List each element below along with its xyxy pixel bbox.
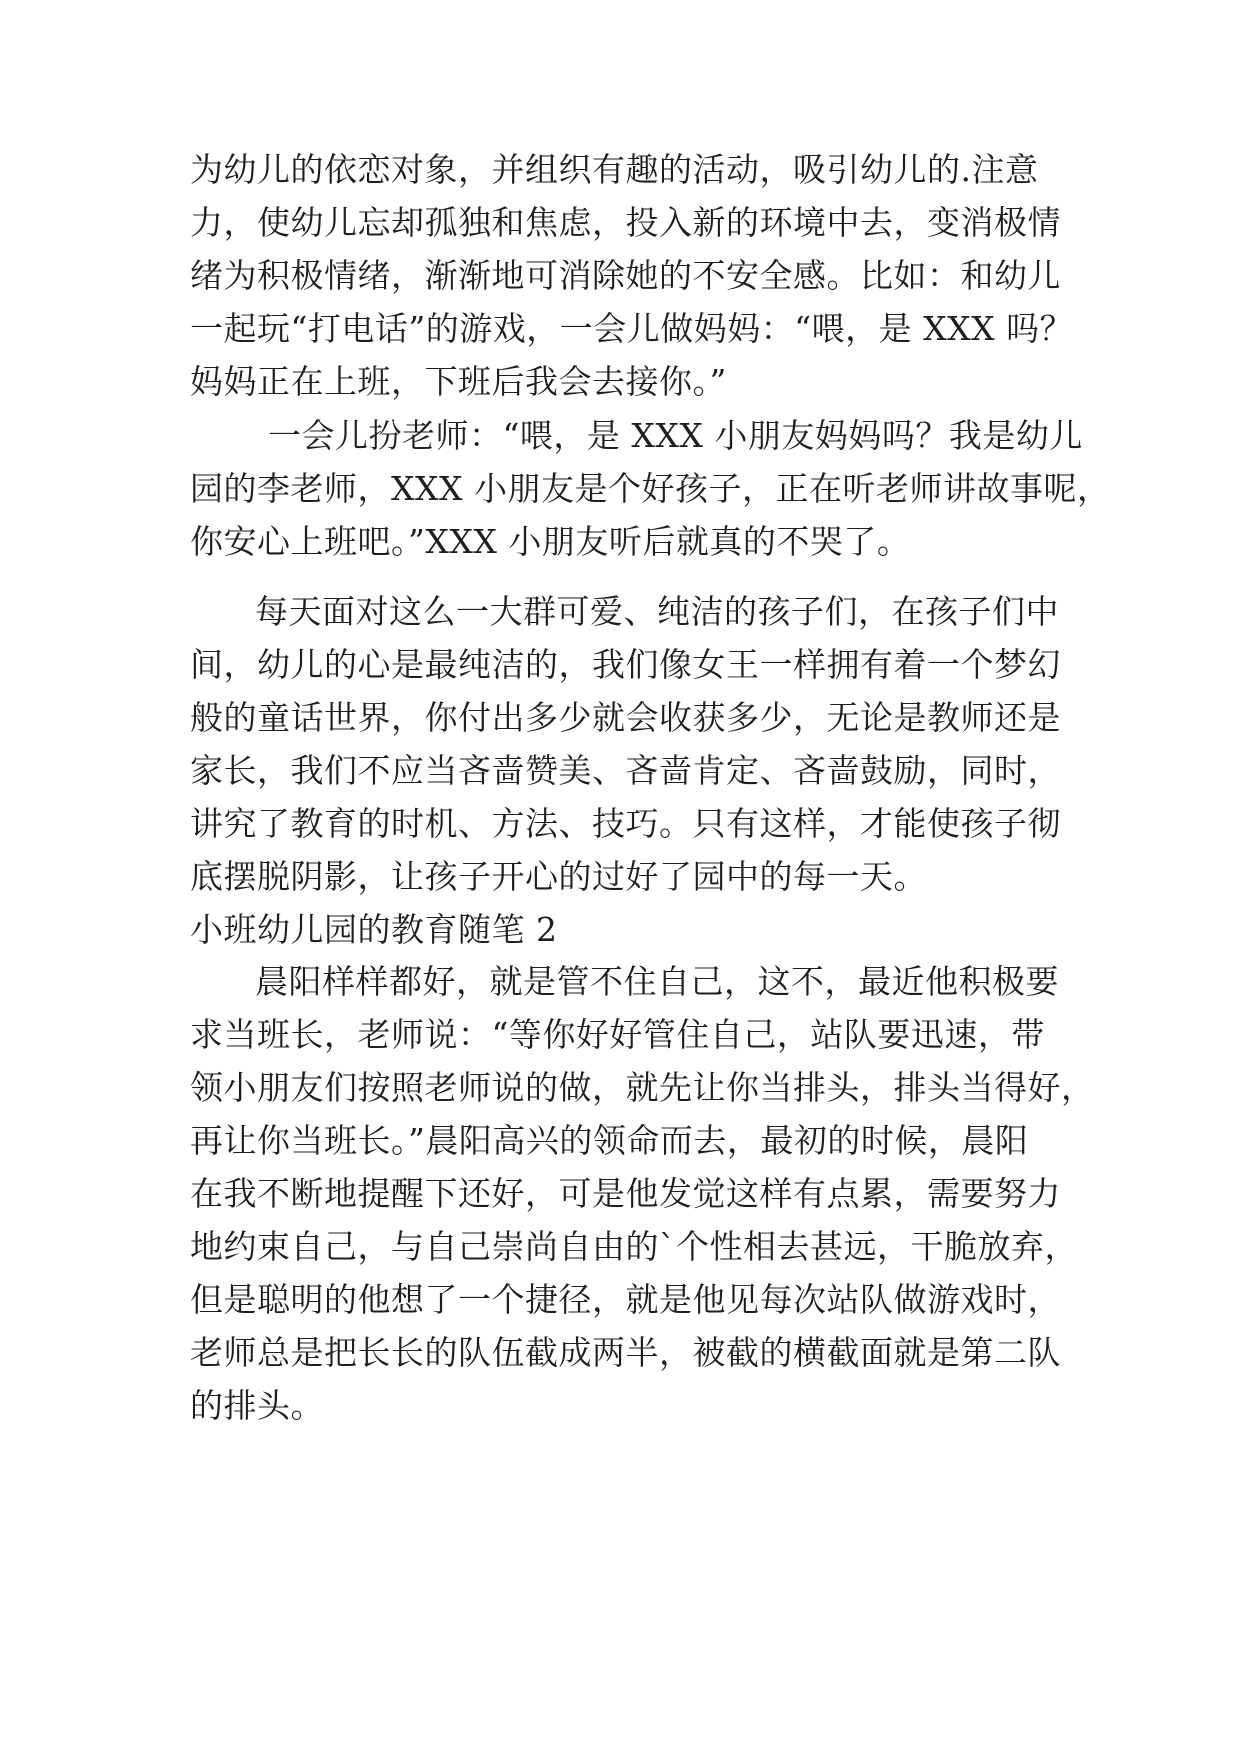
paragraph-line: 一会儿扮老师：“喂，是 XXX 小朋友妈妈吗？我是幼儿 bbox=[268, 416, 1083, 455]
paragraph-line: 领小朋友们按照老师说的做，就先让你当排头，排头当得好， bbox=[190, 1068, 1095, 1107]
paragraph-line: 地约束自己，与自己崇尚自由的`个性相去甚远，干脆放弃， bbox=[190, 1227, 1078, 1266]
paragraph-line: 底摆脱阴影，让孩子开心的过好了园中的每一天。 bbox=[190, 857, 927, 896]
section-heading: 小班幼儿园的教育随笔 2 bbox=[190, 910, 558, 949]
paragraph-line: 的排头。 bbox=[190, 1386, 324, 1425]
paragraph-line: 晨阳样样都好，就是管不住自己，这不，最近他积极要 bbox=[255, 962, 1059, 1001]
paragraph-line: 力，使幼儿忘却孤独和焦虑，投入新的环境中去，变消极情 bbox=[190, 203, 1061, 242]
paragraph-line: 家长，我们不应当吝啬赞美、吝啬肯定、吝啬鼓励，同时， bbox=[190, 751, 1061, 790]
paragraph-line: 每天面对这么一大群可爱、纯洁的孩子们，在孩子们中 bbox=[255, 592, 1059, 631]
paragraph-line: 求当班长，老师说：“等你好好管住自己，站队要迅速，带 bbox=[190, 1015, 1045, 1054]
paragraph-line: 妈妈正在上班，下班后我会去接你。” bbox=[190, 362, 727, 401]
paragraph-line: 园的李老师，XXX 小朋友是个好孩子，正在听老师讲故事呢， bbox=[190, 469, 1111, 508]
paragraph-line: 般的童话世界，你付出多少就会收获多少，无论是教师还是 bbox=[190, 698, 1061, 737]
paragraph-line: 讲究了教育的时机、方法、技巧。只有这样，才能使孩子彻 bbox=[190, 804, 1061, 843]
paragraph-line: 在我不断地提醒下还好，可是他发觉这样有点累，需要努力 bbox=[190, 1174, 1061, 1213]
paragraph-line: 老师总是把长长的队伍截成两半，被截的横截面就是第二队 bbox=[190, 1333, 1061, 1372]
paragraph-line: 一起玩“打电话”的游戏，一会儿做妈妈：“喂，是 XXX 吗？ bbox=[190, 309, 1074, 348]
paragraph-line: 间，幼儿的心是最纯洁的，我们像女王一样拥有着一个梦幻 bbox=[190, 645, 1061, 684]
paragraph-line: 但是聪明的他想了一个捷径，就是他见每次站队做游戏时， bbox=[190, 1280, 1061, 1319]
paragraph-line: 你安心上班吧。”XXX 小朋友听后就真的不哭了。 bbox=[190, 522, 911, 561]
paragraph-line: 绪为积极情绪，渐渐地可消除她的不安全感。比如：和幼儿 bbox=[190, 256, 1061, 295]
paragraph-line: 为幼儿的依恋对象，并组织有趣的活动，吸引幼儿的.注意 bbox=[190, 150, 1039, 189]
paragraph-line: 再让你当班长。”晨阳高兴的领命而去，最初的时候，晨阳 bbox=[190, 1121, 1029, 1160]
